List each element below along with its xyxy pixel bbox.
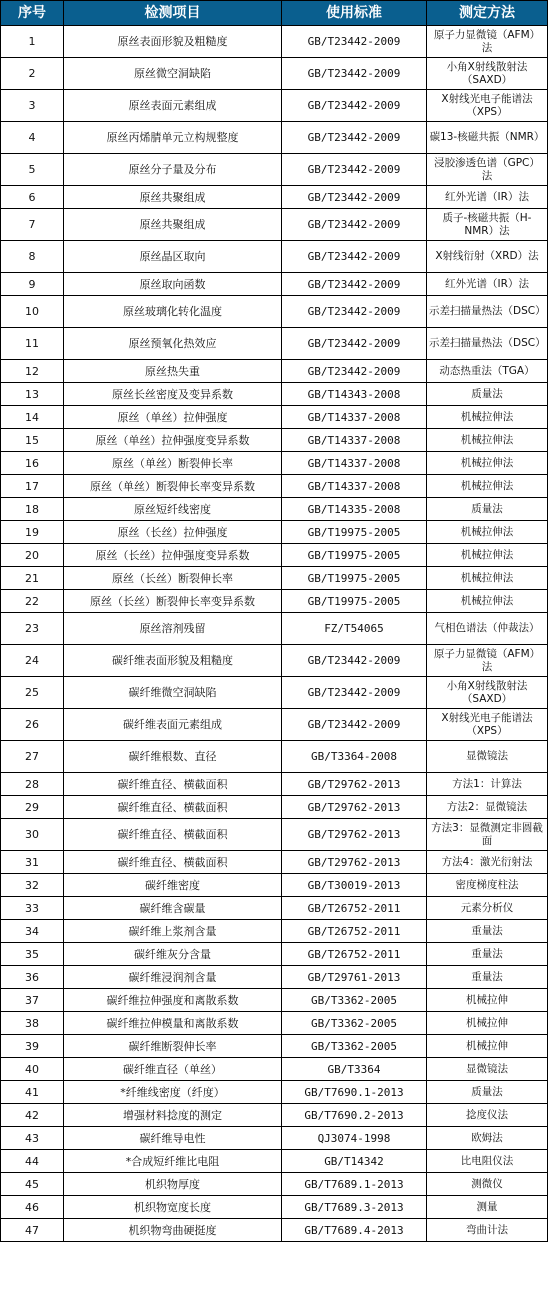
cell-method: 示差扫描量热法（DSC） [427, 296, 548, 328]
table-row [1, 429, 548, 452]
cell-no: 38 [1, 1012, 64, 1035]
cell-standard: GB/T23442-2009 [282, 90, 427, 122]
cell-standard: GB/T7690.1-2013 [282, 1081, 427, 1104]
cell-standard: GB/T29762-2013 [282, 796, 427, 819]
cell-item: 碳纤维拉伸强度和离散系数 [64, 989, 282, 1012]
cell-no: 20 [1, 544, 64, 567]
cell-item: 原丝短纤线密度 [64, 498, 282, 521]
table-row [1, 273, 548, 296]
cell-standard: GB/T23442-2009 [282, 241, 427, 273]
table-row [1, 186, 548, 209]
cell-standard: GB/T19975-2005 [282, 567, 427, 590]
cell-standard: GB/T23442-2009 [282, 186, 427, 209]
cell-method: 机械拉伸法 [427, 521, 548, 544]
cell-method: 重量法 [427, 943, 548, 966]
table-row [1, 677, 548, 709]
cell-method: 测量 [427, 1196, 548, 1219]
table-row [1, 475, 548, 498]
cell-no: 14 [1, 406, 64, 429]
cell-no: 5 [1, 154, 64, 186]
cell-standard: GB/T7689.4-2013 [282, 1219, 427, 1242]
cell-item: *纤维线密度（纤度） [64, 1081, 282, 1104]
cell-standard: GB/T3362-2005 [282, 989, 427, 1012]
cell-item: 原丝（长丝）断裂伸长率变异系数 [64, 590, 282, 613]
table-row [1, 590, 548, 613]
cell-method: 方法4：激光衍射法 [427, 851, 548, 874]
cell-no: 13 [1, 383, 64, 406]
table-row [1, 406, 548, 429]
cell-standard: GB/T23442-2009 [282, 296, 427, 328]
cell-standard: GB/T14335-2008 [282, 498, 427, 521]
cell-standard: GB/T7689.1-2013 [282, 1173, 427, 1196]
cell-method: 浸胶渗透色谱（GPC）法 [427, 154, 548, 186]
cell-item: 机织物宽度长度 [64, 1196, 282, 1219]
cell-standard: GB/T14343-2008 [282, 383, 427, 406]
cell-standard: GB/T23442-2009 [282, 26, 427, 58]
cell-method: 机械拉伸 [427, 1012, 548, 1035]
cell-no: 10 [1, 296, 64, 328]
table-row [1, 613, 548, 645]
table-row [1, 209, 548, 241]
cell-item: 增强材料捻度的测定 [64, 1104, 282, 1127]
cell-item: 碳纤维直径、横截面积 [64, 796, 282, 819]
cell-standard: GB/T29762-2013 [282, 819, 427, 851]
cell-standard: GB/T7690.2-2013 [282, 1104, 427, 1127]
cell-method: 机械拉伸法 [427, 406, 548, 429]
cell-method: 弯曲计法 [427, 1219, 548, 1242]
cell-item: 原丝预氧化热效应 [64, 328, 282, 360]
cell-item: 碳纤维根数、直径 [64, 741, 282, 773]
table-row [1, 58, 548, 90]
table-row [1, 360, 548, 383]
table-header [1, 1, 548, 26]
cell-method: 质量法 [427, 1081, 548, 1104]
cell-item: 机织物弯曲硬挺度 [64, 1219, 282, 1242]
cell-standard: GB/T29761-2013 [282, 966, 427, 989]
cell-item: 原丝长丝密度及变异系数 [64, 383, 282, 406]
table-row [1, 452, 548, 475]
cell-no: 22 [1, 590, 64, 613]
cell-method: X射线光电子能谱法（XPS） [427, 709, 548, 741]
table-body [1, 26, 548, 1242]
cell-standard: GB/T3362-2005 [282, 1035, 427, 1058]
table-row [1, 1150, 548, 1173]
table-row [1, 943, 548, 966]
cell-method: 动态热重法（TGA） [427, 360, 548, 383]
cell-item: 碳纤维表面形貌及粗糙度 [64, 645, 282, 677]
header-no: 序号 [1, 1, 64, 26]
cell-no: 7 [1, 209, 64, 241]
cell-item: 原丝表面形貌及粗糙度 [64, 26, 282, 58]
cell-standard: GB/T23442-2009 [282, 328, 427, 360]
cell-method: 机械拉伸法 [427, 567, 548, 590]
cell-item: 原丝（单丝）拉伸强度 [64, 406, 282, 429]
cell-method: 机械拉伸法 [427, 590, 548, 613]
cell-standard: GB/T23442-2009 [282, 122, 427, 154]
cell-no: 43 [1, 1127, 64, 1150]
cell-method: 机械拉伸法 [427, 429, 548, 452]
table-row [1, 1012, 548, 1035]
cell-item: 碳纤维浸润剂含量 [64, 966, 282, 989]
cell-item: 原丝晶区取向 [64, 241, 282, 273]
table-row [1, 544, 548, 567]
cell-no: 47 [1, 1219, 64, 1242]
table-row [1, 1081, 548, 1104]
cell-method: 原子力显微镜（AFM）法 [427, 645, 548, 677]
cell-method: 测微仪 [427, 1173, 548, 1196]
table-row [1, 966, 548, 989]
table-row [1, 920, 548, 943]
cell-no: 2 [1, 58, 64, 90]
table-row [1, 521, 548, 544]
cell-no: 29 [1, 796, 64, 819]
cell-standard: GB/T7689.3-2013 [282, 1196, 427, 1219]
cell-method: 机械拉伸法 [427, 544, 548, 567]
table-row [1, 154, 548, 186]
cell-item: 原丝溶剂残留 [64, 613, 282, 645]
cell-no: 18 [1, 498, 64, 521]
table-row [1, 819, 548, 851]
cell-item: 碳纤维直径（单丝） [64, 1058, 282, 1081]
cell-method: 欧姆法 [427, 1127, 548, 1150]
cell-no: 11 [1, 328, 64, 360]
table-row [1, 796, 548, 819]
cell-standard: GB/T19975-2005 [282, 521, 427, 544]
table-row [1, 26, 548, 58]
cell-no: 16 [1, 452, 64, 475]
cell-no: 30 [1, 819, 64, 851]
cell-no: 4 [1, 122, 64, 154]
cell-standard: GB/T29762-2013 [282, 773, 427, 796]
cell-item: 原丝分子量及分布 [64, 154, 282, 186]
table-row [1, 897, 548, 920]
table-row [1, 567, 548, 590]
table-row [1, 241, 548, 273]
header-standard: 使用标准 [282, 1, 427, 26]
cell-standard: GB/T26752-2011 [282, 943, 427, 966]
cell-method: X射线光电子能谱法（XPS） [427, 90, 548, 122]
cell-no: 1 [1, 26, 64, 58]
table-row [1, 1219, 548, 1242]
cell-item: 原丝（长丝）拉伸强度 [64, 521, 282, 544]
cell-standard: GB/T23442-2009 [282, 360, 427, 383]
cell-standard: GB/T14337-2008 [282, 429, 427, 452]
cell-standard: GB/T3364 [282, 1058, 427, 1081]
cell-no: 35 [1, 943, 64, 966]
cell-method: 质量法 [427, 498, 548, 521]
cell-item: 原丝（单丝）拉伸强度变异系数 [64, 429, 282, 452]
cell-method: 机械拉伸法 [427, 475, 548, 498]
cell-standard: GB/T14342 [282, 1150, 427, 1173]
table-row [1, 498, 548, 521]
cell-no: 3 [1, 90, 64, 122]
table-row [1, 1104, 548, 1127]
cell-standard: GB/T23442-2009 [282, 645, 427, 677]
cell-item: 碳纤维直径、横截面积 [64, 851, 282, 874]
cell-item: 原丝热失重 [64, 360, 282, 383]
cell-method: 显微镜法 [427, 1058, 548, 1081]
cell-no: 37 [1, 989, 64, 1012]
cell-standard: GB/T14337-2008 [282, 406, 427, 429]
cell-item: 碳纤维微空洞缺陷 [64, 677, 282, 709]
cell-no: 19 [1, 521, 64, 544]
cell-item: 碳纤维导电性 [64, 1127, 282, 1150]
table-row [1, 328, 548, 360]
cell-item: 原丝共聚组成 [64, 209, 282, 241]
cell-no: 33 [1, 897, 64, 920]
cell-standard: GB/T14337-2008 [282, 475, 427, 498]
cell-method: 机械拉伸 [427, 1035, 548, 1058]
cell-standard: GB/T3364-2008 [282, 741, 427, 773]
cell-method: 示差扫描量热法（DSC） [427, 328, 548, 360]
cell-method: 质量法 [427, 383, 548, 406]
cell-no: 9 [1, 273, 64, 296]
table-row [1, 122, 548, 154]
cell-method: 机械拉伸 [427, 989, 548, 1012]
cell-standard: GB/T23442-2009 [282, 273, 427, 296]
cell-method: 原子力显微镜（AFM）法 [427, 26, 548, 58]
cell-item: 原丝表面元素组成 [64, 90, 282, 122]
header-row [1, 1, 548, 26]
cell-no: 34 [1, 920, 64, 943]
cell-standard: GB/T23442-2009 [282, 677, 427, 709]
cell-item: 碳纤维直径、横截面积 [64, 819, 282, 851]
cell-item: 碳纤维直径、横截面积 [64, 773, 282, 796]
cell-standard: GB/T26752-2011 [282, 897, 427, 920]
cell-no: 36 [1, 966, 64, 989]
table-row [1, 1173, 548, 1196]
cell-method: 小角X射线散射法（SAXD） [427, 58, 548, 90]
cell-standard: GB/T19975-2005 [282, 544, 427, 567]
table-row [1, 383, 548, 406]
cell-item: 原丝（长丝）拉伸强度变异系数 [64, 544, 282, 567]
cell-no: 6 [1, 186, 64, 209]
cell-no: 17 [1, 475, 64, 498]
cell-no: 39 [1, 1035, 64, 1058]
table-row [1, 874, 548, 897]
cell-item: 原丝（单丝）断裂伸长率 [64, 452, 282, 475]
cell-method: 方法1：计算法 [427, 773, 548, 796]
cell-no: 24 [1, 645, 64, 677]
cell-no: 23 [1, 613, 64, 645]
cell-method: 质子-核磁共振（H-NMR）法 [427, 209, 548, 241]
cell-method: 捻度仪法 [427, 1104, 548, 1127]
cell-item: 原丝微空洞缺陷 [64, 58, 282, 90]
cell-no: 40 [1, 1058, 64, 1081]
cell-standard: GB/T29762-2013 [282, 851, 427, 874]
table-row [1, 1196, 548, 1219]
cell-item: 原丝丙烯腈单元立构规整度 [64, 122, 282, 154]
cell-item: *合成短纤维比电阻 [64, 1150, 282, 1173]
table-row [1, 90, 548, 122]
cell-item: 机织物厚度 [64, 1173, 282, 1196]
cell-method: 气相色谱法（仲裁法） [427, 613, 548, 645]
cell-item: 碳纤维断裂伸长率 [64, 1035, 282, 1058]
cell-standard: GB/T19975-2005 [282, 590, 427, 613]
cell-no: 26 [1, 709, 64, 741]
table-row [1, 989, 548, 1012]
cell-no: 15 [1, 429, 64, 452]
cell-method: 红外光谱（IR）法 [427, 273, 548, 296]
cell-method: 重量法 [427, 920, 548, 943]
header-method: 测定方法 [427, 1, 548, 26]
cell-no: 25 [1, 677, 64, 709]
cell-method: 方法3：显微测定非圆截面 [427, 819, 548, 851]
cell-standard: FZ/T54065 [282, 613, 427, 645]
cell-method: 机械拉伸法 [427, 452, 548, 475]
cell-method: 小角X射线散射法（SAXD） [427, 677, 548, 709]
cell-no: 28 [1, 773, 64, 796]
cell-item: 碳纤维上浆剂含量 [64, 920, 282, 943]
cell-method: 红外光谱（IR）法 [427, 186, 548, 209]
cell-no: 42 [1, 1104, 64, 1127]
cell-no: 46 [1, 1196, 64, 1219]
cell-method: 比电阻仪法 [427, 1150, 548, 1173]
cell-standard: GB/T30019-2013 [282, 874, 427, 897]
cell-standard: GB/T23442-2009 [282, 209, 427, 241]
cell-item: 碳纤维含碳量 [64, 897, 282, 920]
cell-method: 密度梯度柱法 [427, 874, 548, 897]
table-row [1, 1058, 548, 1081]
cell-item: 原丝（长丝）断裂伸长率 [64, 567, 282, 590]
cell-method: X射线衍射（XRD）法 [427, 241, 548, 273]
cell-no: 31 [1, 851, 64, 874]
table-row [1, 645, 548, 677]
cell-standard: GB/T23442-2009 [282, 154, 427, 186]
table-row [1, 741, 548, 773]
cell-standard: GB/T23442-2009 [282, 58, 427, 90]
cell-item: 碳纤维表面元素组成 [64, 709, 282, 741]
cell-standard: GB/T14337-2008 [282, 452, 427, 475]
cell-no: 45 [1, 1173, 64, 1196]
cell-item: 原丝共聚组成 [64, 186, 282, 209]
cell-method: 重量法 [427, 966, 548, 989]
cell-item: 碳纤维灰分含量 [64, 943, 282, 966]
cell-no: 21 [1, 567, 64, 590]
cell-standard: GB/T23442-2009 [282, 709, 427, 741]
cell-method: 方法2：显微镜法 [427, 796, 548, 819]
header-item: 检测项目 [64, 1, 282, 26]
cell-no: 44 [1, 1150, 64, 1173]
cell-method: 碳13-核磁共振（NMR） [427, 122, 548, 154]
cell-standard: QJ3074-1998 [282, 1127, 427, 1150]
cell-item: 碳纤维拉伸模量和离散系数 [64, 1012, 282, 1035]
cell-item: 原丝玻璃化转化温度 [64, 296, 282, 328]
table-row [1, 851, 548, 874]
cell-item: 碳纤维密度 [64, 874, 282, 897]
cell-standard: GB/T3362-2005 [282, 1012, 427, 1035]
cell-no: 32 [1, 874, 64, 897]
cell-no: 41 [1, 1081, 64, 1104]
table-row [1, 1127, 548, 1150]
table-row [1, 296, 548, 328]
cell-standard: GB/T26752-2011 [282, 920, 427, 943]
cell-method: 元素分析仪 [427, 897, 548, 920]
cell-item: 原丝取向函数 [64, 273, 282, 296]
cell-item: 原丝（单丝）断裂伸长率变异系数 [64, 475, 282, 498]
table-row [1, 709, 548, 741]
cell-no: 12 [1, 360, 64, 383]
cell-no: 8 [1, 241, 64, 273]
cell-no: 27 [1, 741, 64, 773]
table-row [1, 1035, 548, 1058]
cell-method: 显微镜法 [427, 741, 548, 773]
table-row [1, 773, 548, 796]
